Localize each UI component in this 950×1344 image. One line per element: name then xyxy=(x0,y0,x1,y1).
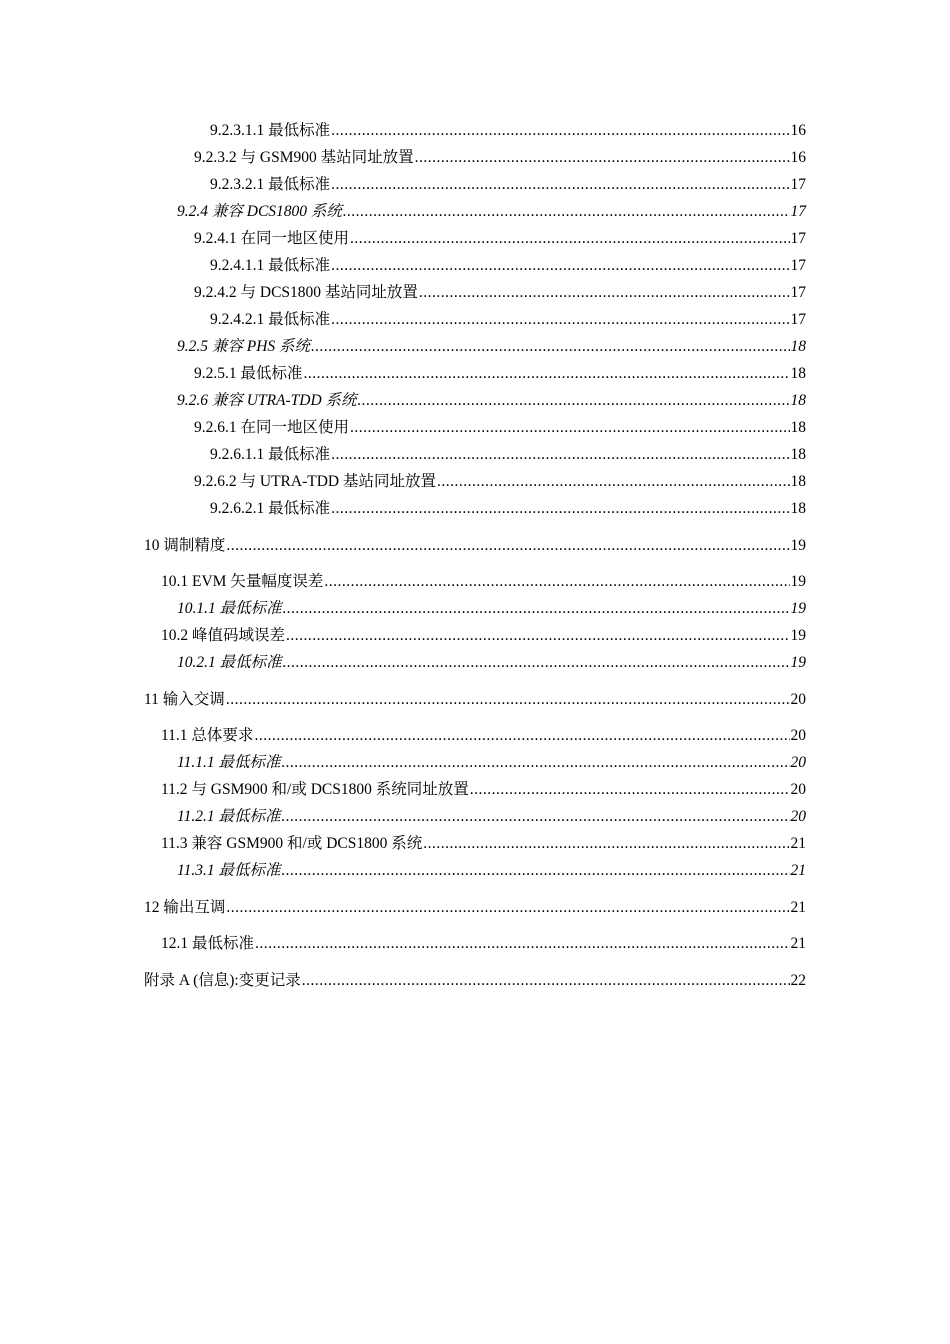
toc-entry-title: 9.2.3.1.1 最低标准 xyxy=(210,122,331,139)
toc-entry[interactable] xyxy=(177,649,806,676)
toc-dot-leader xyxy=(470,776,790,803)
toc-page-number: 19 xyxy=(790,536,806,554)
toc-page-number: 16 xyxy=(790,122,806,139)
toc-entry[interactable] xyxy=(177,333,806,360)
toc-page-number: 19 xyxy=(790,573,806,590)
toc-dot-leader xyxy=(331,117,789,144)
toc-page-number: 16 xyxy=(790,149,806,166)
toc-page-number: 17 xyxy=(790,230,806,247)
toc-entry-title: 10 调制精度 xyxy=(144,536,226,554)
toc-entry[interactable] xyxy=(194,225,806,252)
toc-entry-title: 9.2.6.1 在同一地区使用 xyxy=(194,419,350,436)
toc-page-number: 19 xyxy=(790,627,806,644)
toc-entry-title: 11.3.1 最低标准 xyxy=(177,862,281,879)
toc-dot-leader xyxy=(358,387,790,414)
toc-entry[interactable] xyxy=(161,776,806,803)
toc-dot-leader xyxy=(331,252,789,279)
toc-entry[interactable] xyxy=(194,279,806,306)
toc-entry-title: 10.2 峰值码域误差 xyxy=(161,627,286,644)
toc-entry[interactable] xyxy=(161,568,806,595)
toc-page-number: 17 xyxy=(790,257,806,274)
toc-page-number: 17 xyxy=(790,311,806,328)
toc-dot-leader xyxy=(331,441,789,468)
toc-entry-title: 10.2.1 最低标准 xyxy=(177,654,282,671)
toc-entry-title: 9.2.4.2.1 最低标准 xyxy=(210,311,331,328)
toc-page-number: 17 xyxy=(790,203,806,220)
toc-page-number: 18 xyxy=(790,338,806,355)
toc-dot-leader xyxy=(437,468,790,495)
toc-entry[interactable] xyxy=(144,894,806,921)
toc-entry-title: 9.2.4.1.1 最低标准 xyxy=(210,257,331,274)
toc-page-number: 21 xyxy=(790,835,806,852)
toc-dot-leader xyxy=(331,495,789,522)
toc-entry[interactable] xyxy=(210,495,806,522)
toc-dot-leader xyxy=(324,568,789,595)
toc-dot-leader xyxy=(283,595,790,622)
toc-page-number: 20 xyxy=(790,727,806,744)
toc-page-number: 18 xyxy=(790,365,806,382)
toc-entry[interactable] xyxy=(177,198,806,225)
toc-entry-title: 9.2.5 兼容 PHS 系统 xyxy=(177,338,311,355)
toc-dot-leader xyxy=(281,749,789,776)
toc-entry[interactable] xyxy=(144,967,806,994)
toc-page-number: 17 xyxy=(790,284,806,301)
toc-dot-leader xyxy=(226,532,789,559)
toc-entry[interactable] xyxy=(161,930,806,957)
toc-entry-title: 11 输入交调 xyxy=(144,690,225,708)
toc-page-number: 20 xyxy=(790,781,806,798)
toc-entry-title: 9.2.3.2.1 最低标准 xyxy=(210,176,331,193)
toc-entry[interactable] xyxy=(161,830,806,857)
toc-dot-leader xyxy=(281,803,789,830)
toc-page-number: 20 xyxy=(790,754,806,771)
toc-entry[interactable] xyxy=(194,144,806,171)
toc-entry-title: 11.2 与 GSM900 和/或 DCS1800 系统同址放置 xyxy=(161,781,469,798)
toc-page-number: 18 xyxy=(790,419,806,436)
toc-entry[interactable] xyxy=(177,749,806,776)
toc-entry-title: 11.2.1 最低标准 xyxy=(177,808,281,825)
toc-entry-title: 9.2.4 兼容 DCS1800 系统 xyxy=(177,203,342,220)
toc-entry[interactable] xyxy=(210,306,806,333)
toc-entry[interactable] xyxy=(210,171,806,198)
toc-dot-leader xyxy=(286,622,789,649)
toc-entry[interactable] xyxy=(177,595,806,622)
toc-dot-leader xyxy=(350,225,789,252)
toc-dot-leader xyxy=(304,360,790,387)
toc-dot-leader xyxy=(226,894,789,921)
toc-entry-title: 9.2.5.1 最低标准 xyxy=(194,365,303,382)
toc-entry-title: 9.2.4.2 与 DCS1800 基站同址放置 xyxy=(194,284,418,301)
toc-entry[interactable] xyxy=(210,252,806,279)
toc-entry[interactable] xyxy=(177,803,806,830)
toc-page-number: 18 xyxy=(790,473,806,490)
toc-dot-leader xyxy=(255,930,789,957)
toc-entry-title: 11.1.1 最低标准 xyxy=(177,754,281,771)
toc-dot-leader xyxy=(419,279,790,306)
toc-page-number: 21 xyxy=(790,935,806,952)
table-of-contents xyxy=(0,117,950,994)
toc-page-number: 22 xyxy=(790,971,806,989)
toc-dot-leader xyxy=(281,857,789,884)
toc-dot-leader xyxy=(331,171,789,198)
toc-entry[interactable] xyxy=(210,441,806,468)
toc-entry-title: 10.1 EVM 矢量幅度误差 xyxy=(161,573,324,590)
toc-entry[interactable] xyxy=(144,686,806,713)
toc-entry-title: 9.2.3.2 与 GSM900 基站同址放置 xyxy=(194,149,414,166)
toc-page-number: 18 xyxy=(790,500,806,517)
toc-entry-title: 11.1 总体要求 xyxy=(161,727,254,744)
toc-dot-leader xyxy=(283,649,790,676)
toc-entry-title: 附录 A (信息):变更记录 xyxy=(144,971,301,989)
toc-page-number: 20 xyxy=(790,690,806,708)
toc-page-number: 21 xyxy=(790,862,806,879)
toc-entry-title: 10.1.1 最低标准 xyxy=(177,600,282,617)
toc-entry-title: 11.3 兼容 GSM900 和/或 DCS1800 系统 xyxy=(161,835,423,852)
toc-dot-leader xyxy=(331,306,789,333)
toc-entry[interactable] xyxy=(210,117,806,144)
toc-entry[interactable] xyxy=(194,414,806,441)
toc-dot-leader xyxy=(423,830,789,857)
toc-entry[interactable] xyxy=(177,387,806,414)
toc-dot-leader xyxy=(302,967,790,994)
toc-dot-leader xyxy=(415,144,790,171)
toc-page-number: 17 xyxy=(790,176,806,193)
toc-entry-title: 12.1 最低标准 xyxy=(161,935,255,952)
toc-page-number: 20 xyxy=(790,808,806,825)
toc-page-number: 19 xyxy=(790,654,806,671)
toc-entry-title: 9.2.6.1.1 最低标准 xyxy=(210,446,331,463)
toc-dot-leader xyxy=(343,198,790,225)
toc-entry-title: 12 输出互调 xyxy=(144,898,226,916)
toc-page-number: 18 xyxy=(790,392,806,409)
toc-entry[interactable] xyxy=(144,532,806,559)
toc-page-number: 18 xyxy=(790,446,806,463)
toc-entry[interactable] xyxy=(177,857,806,884)
toc-entry[interactable] xyxy=(161,622,806,649)
toc-entry[interactable] xyxy=(194,360,806,387)
toc-dot-leader xyxy=(226,686,790,713)
toc-page-number: 21 xyxy=(790,898,806,916)
toc-dot-leader xyxy=(350,414,789,441)
toc-entry-title: 9.2.4.1 在同一地区使用 xyxy=(194,230,350,247)
toc-dot-leader xyxy=(311,333,789,360)
toc-entry[interactable] xyxy=(194,468,806,495)
toc-entry-title: 9.2.6.2.1 最低标准 xyxy=(210,500,331,517)
toc-page-number: 19 xyxy=(790,600,806,617)
toc-entry-title: 9.2.6 兼容 UTRA-TDD 系统 xyxy=(177,392,357,409)
toc-entry-title: 9.2.6.2 与 UTRA-TDD 基站同址放置 xyxy=(194,473,436,490)
toc-dot-leader xyxy=(254,722,789,749)
toc-entry[interactable] xyxy=(161,722,806,749)
